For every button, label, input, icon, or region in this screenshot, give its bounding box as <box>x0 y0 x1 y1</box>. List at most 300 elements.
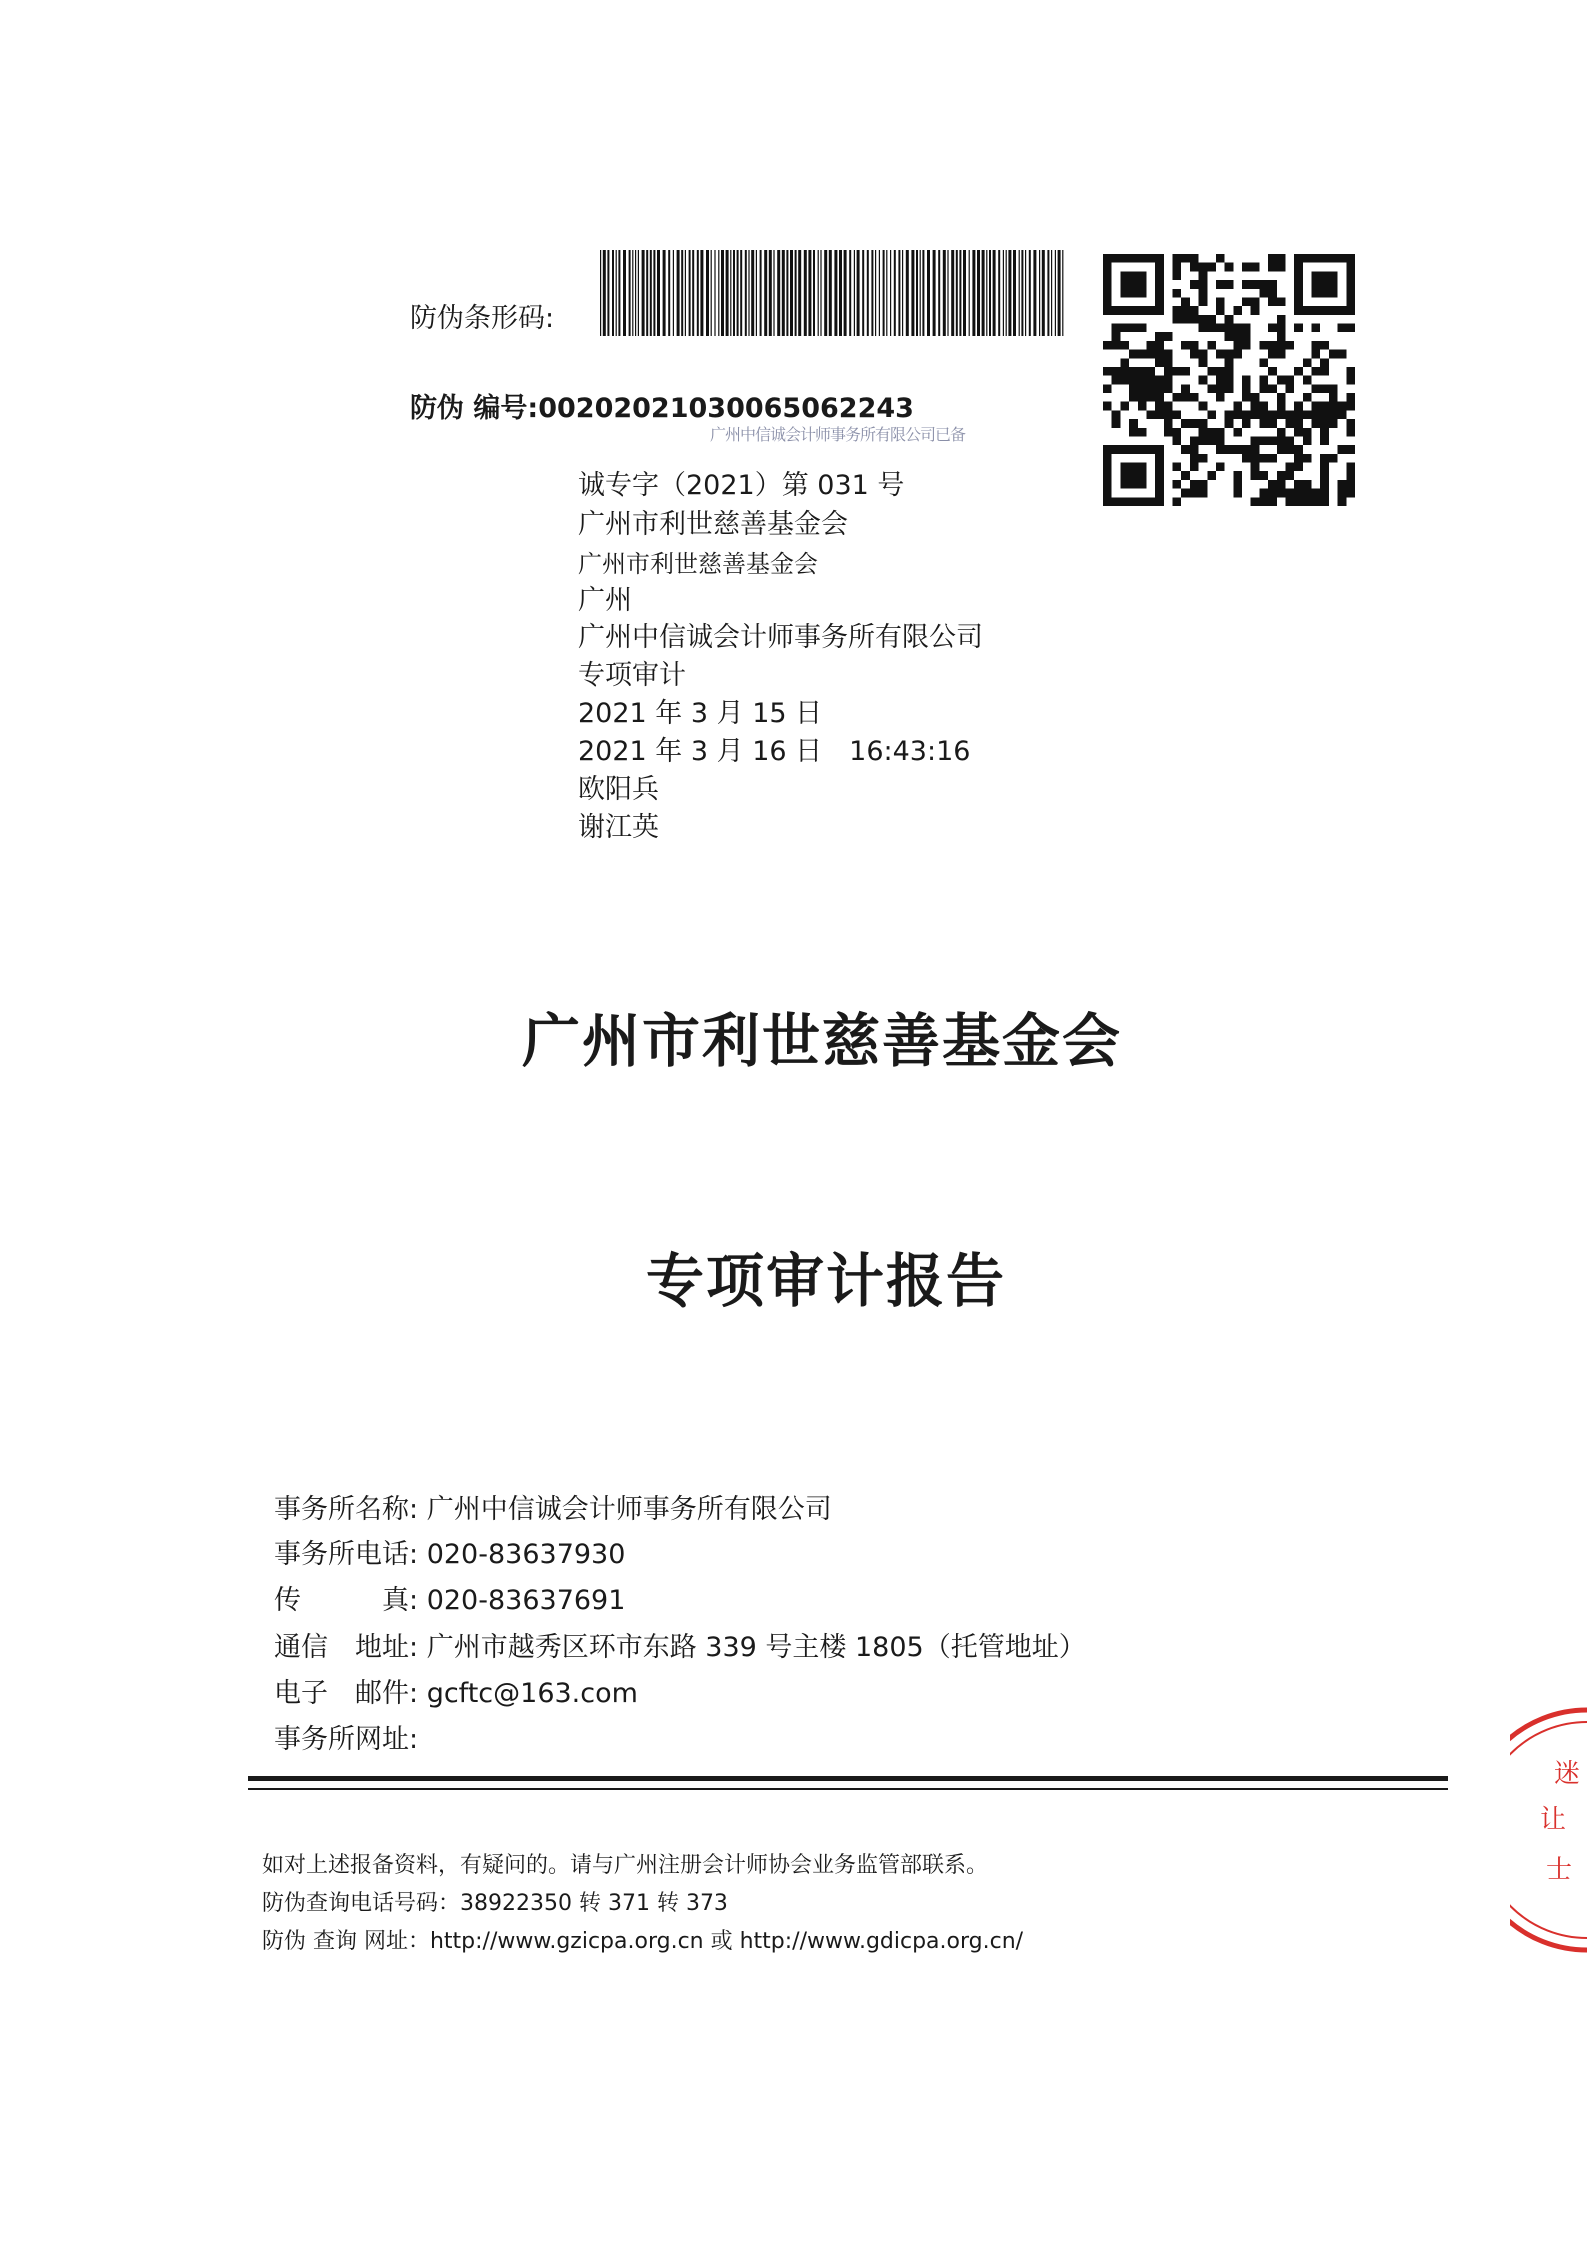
anti-fake-number <box>410 386 914 425</box>
qr-module <box>1225 410 1234 419</box>
qr-module <box>1103 497 1112 506</box>
qr-module <box>1190 436 1199 445</box>
barcode-bar <box>777 250 780 336</box>
barcode-bar <box>972 250 975 336</box>
qr-module <box>1120 306 1129 315</box>
qr-module <box>1320 271 1329 280</box>
qr-module <box>1225 332 1234 341</box>
qr-module <box>1190 306 1199 315</box>
qr-module <box>1320 254 1329 263</box>
qr-module <box>1346 324 1355 333</box>
red-seal-stamp <box>1510 1700 1587 1960</box>
qr-module <box>1164 410 1173 419</box>
barcode-bar <box>714 250 715 336</box>
qr-module <box>1120 358 1129 367</box>
qr-module <box>1259 384 1268 393</box>
qr-module <box>1320 402 1329 411</box>
qr-module <box>1225 263 1234 272</box>
qr-module <box>1181 254 1190 263</box>
qr-module <box>1346 393 1355 402</box>
qr-module <box>1303 358 1312 367</box>
qr-module <box>1129 367 1138 376</box>
qr-module <box>1277 393 1286 402</box>
qr-module <box>1164 384 1173 393</box>
qr-module <box>1251 280 1260 289</box>
qr-module <box>1346 471 1355 480</box>
qr-module <box>1181 445 1190 454</box>
qr-module <box>1129 350 1138 359</box>
qr-module <box>1312 271 1321 280</box>
qr-module <box>1190 480 1199 489</box>
qr-module <box>1294 497 1303 506</box>
barcode-bar <box>782 250 785 336</box>
qr-module <box>1242 280 1251 289</box>
qr-module <box>1312 489 1321 498</box>
qr-module <box>1268 341 1277 350</box>
qr-module <box>1285 445 1294 454</box>
qr-module <box>1294 480 1303 489</box>
barcode-bar <box>879 250 880 336</box>
barcode-bar <box>969 250 970 336</box>
qr-module <box>1155 410 1164 419</box>
barcode-bar <box>760 250 762 336</box>
barcode-bar <box>886 250 887 336</box>
qr-module <box>1242 324 1251 333</box>
qr-module <box>1346 297 1355 306</box>
qr-module <box>1207 324 1216 333</box>
qr-module <box>1138 280 1147 289</box>
qr-module <box>1338 350 1347 359</box>
qr-module <box>1181 471 1190 480</box>
barcode-bar <box>890 250 891 336</box>
qr-module <box>1103 445 1112 454</box>
qr-module <box>1103 289 1112 298</box>
qr-module <box>1346 306 1355 315</box>
qr-module <box>1190 419 1199 428</box>
qr-module <box>1233 306 1242 315</box>
qr-module <box>1207 384 1216 393</box>
qr-module <box>1155 489 1164 498</box>
qr-module <box>1155 254 1164 263</box>
qr-module <box>1259 358 1268 367</box>
qr-module <box>1164 376 1173 385</box>
qr-module <box>1312 384 1321 393</box>
qr-module <box>1329 454 1338 463</box>
qr-module <box>1285 384 1294 393</box>
qr-module <box>1251 454 1260 463</box>
qr-module <box>1225 384 1234 393</box>
report-info-value: 2021 年 3 月 16 日 16:43:16 <box>578 736 971 767</box>
qr-module <box>1242 384 1251 393</box>
qr-module <box>1155 402 1164 411</box>
qr-module <box>1303 489 1312 498</box>
qr-module <box>1199 428 1208 437</box>
qr-module <box>1155 480 1164 489</box>
qr-module <box>1207 428 1216 437</box>
qr-module <box>1138 254 1147 263</box>
qr-module <box>1216 376 1225 385</box>
anti-fake-number-value: 00202021030065062243 <box>538 393 914 424</box>
qr-module <box>1112 445 1121 454</box>
barcode-bar <box>1039 250 1040 336</box>
qr-module <box>1199 480 1208 489</box>
qr-module <box>1164 358 1173 367</box>
qr-module <box>1181 489 1190 498</box>
qr-module <box>1346 419 1355 428</box>
barcode-bar <box>898 250 900 336</box>
qr-module <box>1320 306 1329 315</box>
barcode-bar <box>959 250 961 336</box>
qr-module <box>1216 428 1225 437</box>
qr-module <box>1164 367 1173 376</box>
qr-module <box>1320 454 1329 463</box>
qr-module <box>1294 367 1303 376</box>
qr-module <box>1181 306 1190 315</box>
barcode-bar <box>673 250 674 336</box>
barcode-bar <box>663 250 666 336</box>
barcode-bar <box>1021 250 1023 336</box>
barcode-bar <box>1047 250 1049 336</box>
barcode-bar <box>839 250 842 336</box>
qr-module <box>1207 263 1216 272</box>
anti-fake-number-label: 防伪 编号: <box>410 393 539 424</box>
firm-info-value: gcftc@163.com <box>426 1678 638 1709</box>
barcode-bar <box>986 250 987 336</box>
qr-module <box>1225 324 1234 333</box>
qr-module <box>1190 445 1199 454</box>
qr-module <box>1216 254 1225 263</box>
qr-module <box>1294 419 1303 428</box>
qr-module <box>1259 280 1268 289</box>
qr-module <box>1181 393 1190 402</box>
qr-module <box>1155 297 1164 306</box>
qr-module <box>1285 497 1294 506</box>
qr-module <box>1312 350 1321 359</box>
qr-module <box>1320 341 1329 350</box>
qr-module <box>1207 471 1216 480</box>
qr-module <box>1103 489 1112 498</box>
qr-module <box>1268 350 1277 359</box>
qr-module <box>1346 445 1355 454</box>
barcode-bar <box>1029 250 1031 336</box>
qr-module <box>1277 436 1286 445</box>
qr-module <box>1233 341 1242 350</box>
footer-note: 防伪查询电话号码：38922350 转 371 转 373 <box>262 1891 728 1916</box>
qr-module <box>1233 410 1242 419</box>
qr-module <box>1338 402 1347 411</box>
qr-module <box>1129 445 1138 454</box>
qr-module <box>1155 454 1164 463</box>
barcode-bar <box>638 250 639 336</box>
qr-module <box>1329 410 1338 419</box>
qr-module <box>1277 471 1286 480</box>
qr-module <box>1129 271 1138 280</box>
svg-text:士: 士 <box>1546 1855 1573 1885</box>
barcode-bar <box>632 250 633 336</box>
qr-module <box>1346 428 1355 437</box>
barcode-bar <box>748 250 749 336</box>
qr-module <box>1199 419 1208 428</box>
qr-module <box>1346 263 1355 272</box>
qr-module <box>1338 306 1347 315</box>
qr-module <box>1303 306 1312 315</box>
qr-module <box>1129 463 1138 472</box>
qr-module <box>1294 263 1303 272</box>
barcode-bar <box>1013 250 1016 336</box>
qr-module <box>1251 263 1260 272</box>
qr-module <box>1268 297 1277 306</box>
qr-module <box>1129 384 1138 393</box>
qr-module <box>1312 419 1321 428</box>
qr-module <box>1146 445 1155 454</box>
qr-module <box>1103 341 1112 350</box>
barcode-bar <box>989 250 991 336</box>
qr-module <box>1103 480 1112 489</box>
barcode-bar <box>1051 250 1052 336</box>
qr-module <box>1199 350 1208 359</box>
qr-module <box>1329 289 1338 298</box>
barcode-bar <box>906 250 909 336</box>
qr-module <box>1112 332 1121 341</box>
qr-module <box>1259 454 1268 463</box>
barcode-bar <box>867 250 869 336</box>
qr-module <box>1216 297 1225 306</box>
qr-module <box>1329 350 1338 359</box>
firm-info-row <box>274 1490 832 1530</box>
barcode-bar <box>623 250 626 336</box>
barcode-bar <box>871 250 873 336</box>
qr-module <box>1216 393 1225 402</box>
qr-module <box>1155 306 1164 315</box>
qr-module <box>1303 480 1312 489</box>
qr-module <box>1138 367 1147 376</box>
qr-module <box>1268 489 1277 498</box>
qr-module <box>1112 324 1121 333</box>
barcode-bar <box>1003 250 1004 336</box>
qr-module <box>1251 402 1260 411</box>
anti-fake-barcode <box>598 250 1068 336</box>
barcode-bar <box>795 250 797 336</box>
qr-module <box>1320 367 1329 376</box>
qr-module <box>1225 350 1234 359</box>
barcode-bar <box>769 250 772 336</box>
firm-info-row <box>274 1628 1086 1668</box>
qr-module <box>1329 254 1338 263</box>
barcode-bar <box>635 250 636 336</box>
barcode-bar <box>603 250 606 336</box>
qr-module <box>1251 436 1260 445</box>
barcode-bar <box>786 250 788 336</box>
qr-module <box>1225 419 1234 428</box>
qr-module <box>1277 489 1286 498</box>
qr-module <box>1259 489 1268 498</box>
barcode-bar <box>938 250 940 336</box>
qr-module <box>1173 428 1182 437</box>
qr-module <box>1216 306 1225 315</box>
qr-module <box>1138 445 1147 454</box>
qr-module <box>1312 254 1321 263</box>
report-info-value: 诚专字（2021）第 031 号 <box>578 470 905 501</box>
qr-module <box>1320 280 1329 289</box>
qr-module <box>1120 376 1129 385</box>
qr-module <box>1259 402 1268 411</box>
qr-module <box>1207 341 1216 350</box>
qr-module <box>1129 289 1138 298</box>
barcode-bar <box>804 250 807 336</box>
barcode-bar <box>875 250 876 336</box>
qr-module <box>1225 358 1234 367</box>
qr-module <box>1285 376 1294 385</box>
qr-module <box>1155 497 1164 506</box>
report-info-value: 2021 年 3 月 15 日 <box>578 698 823 729</box>
qr-module <box>1346 480 1355 489</box>
qr-module <box>1346 402 1355 411</box>
barcode-bar <box>607 250 609 336</box>
qr-module <box>1207 410 1216 419</box>
qr-module <box>1129 280 1138 289</box>
qr-module <box>1329 384 1338 393</box>
barcode-bar <box>998 250 1000 336</box>
qr-module <box>1173 410 1182 419</box>
qr-module <box>1268 254 1277 263</box>
qr-module <box>1173 306 1182 315</box>
qr-module <box>1112 376 1121 385</box>
qr-module <box>1103 297 1112 306</box>
qr-module <box>1268 280 1277 289</box>
firm-info-row <box>274 1720 418 1760</box>
qr-module <box>1103 384 1112 393</box>
barcode-bar <box>646 250 648 336</box>
barcode-bar <box>726 250 729 336</box>
svg-text:迷: 迷 <box>1554 1759 1581 1789</box>
qr-module <box>1173 289 1182 298</box>
qr-module <box>1190 315 1199 324</box>
qr-module <box>1338 324 1347 333</box>
divider-thin <box>248 1788 1448 1790</box>
qr-module <box>1103 454 1112 463</box>
qr-module <box>1338 254 1347 263</box>
qr-module <box>1346 280 1355 289</box>
barcode-bar <box>700 250 703 336</box>
qr-module <box>1216 367 1225 376</box>
qr-module <box>1199 297 1208 306</box>
barcode-bar <box>612 250 614 336</box>
qr-module <box>1320 289 1329 298</box>
qr-module <box>1338 410 1347 419</box>
qr-module <box>1103 402 1112 411</box>
qr-module <box>1294 454 1303 463</box>
qr-module <box>1155 471 1164 480</box>
qr-module <box>1155 271 1164 280</box>
barcode-bar <box>1008 250 1011 336</box>
qr-module <box>1312 367 1321 376</box>
report-title: 专项审计报告 <box>646 1247 1007 1315</box>
firm-info-value: 广州市越秀区环市东路 339 号主楼 1805（托管地址） <box>426 1632 1086 1663</box>
qr-module <box>1216 436 1225 445</box>
qr-module <box>1173 393 1182 402</box>
barcode-bar <box>677 250 680 336</box>
qr-module <box>1329 280 1338 289</box>
barcode-bar <box>668 250 670 336</box>
qr-module <box>1216 384 1225 393</box>
report-info-value: 欧阳兵 <box>578 774 659 805</box>
qr-module <box>1294 410 1303 419</box>
firm-info-label: 事务所名称: <box>274 1494 419 1525</box>
qr-module <box>1242 393 1251 402</box>
qr-module <box>1277 480 1286 489</box>
qr-module <box>1303 497 1312 506</box>
qr-module <box>1320 436 1329 445</box>
qr-module <box>1155 445 1164 454</box>
report-info-value: 谢江英 <box>578 812 659 843</box>
qr-module <box>1242 410 1251 419</box>
qr-module <box>1329 306 1338 315</box>
qr-module <box>1199 315 1208 324</box>
qr-module <box>1338 489 1347 498</box>
qr-module <box>1138 463 1147 472</box>
qr-module <box>1294 463 1303 472</box>
qr-module <box>1129 471 1138 480</box>
qr-module <box>1138 393 1147 402</box>
qr-module <box>1268 263 1277 272</box>
firm-info-label: 事务所网址: <box>274 1724 419 1755</box>
qr-module <box>1146 376 1155 385</box>
barcode-bar <box>1033 250 1036 336</box>
qr-module <box>1233 402 1242 411</box>
qr-module <box>1112 419 1121 428</box>
qr-module <box>1225 280 1234 289</box>
qr-module <box>1138 350 1147 359</box>
firm-info-row <box>274 1535 625 1575</box>
qr-module <box>1285 341 1294 350</box>
qr-module <box>1181 419 1190 428</box>
qr-module <box>1259 376 1268 385</box>
qr-module <box>1285 436 1294 445</box>
qr-module <box>1112 367 1121 376</box>
qr-module <box>1320 384 1329 393</box>
qr-module <box>1155 263 1164 272</box>
barcode-bar <box>642 250 645 336</box>
qr-module <box>1155 350 1164 359</box>
qr-module <box>1242 419 1251 428</box>
qr-module <box>1346 367 1355 376</box>
qr-module <box>1207 315 1216 324</box>
qr-module <box>1312 289 1321 298</box>
barcode-bar <box>982 250 985 336</box>
qr-module <box>1190 454 1199 463</box>
qr-module <box>1303 376 1312 385</box>
qr-module <box>1155 358 1164 367</box>
qr-module <box>1277 410 1286 419</box>
barcode-bar <box>818 250 819 336</box>
qr-module <box>1120 324 1129 333</box>
qr-module <box>1225 315 1234 324</box>
qr-module <box>1268 384 1277 393</box>
qr-module <box>1242 341 1251 350</box>
qr-module <box>1173 263 1182 272</box>
qr-module <box>1199 436 1208 445</box>
qr-module <box>1120 271 1129 280</box>
qr-module <box>1138 384 1147 393</box>
barcode-bar <box>616 250 617 336</box>
qr-module <box>1199 376 1208 385</box>
qr-module <box>1312 324 1321 333</box>
qr-module <box>1277 376 1286 385</box>
barcode-bar <box>857 250 860 336</box>
qr-module <box>1285 489 1294 498</box>
barcode-bar <box>933 250 936 336</box>
barcode-bar <box>685 250 686 336</box>
